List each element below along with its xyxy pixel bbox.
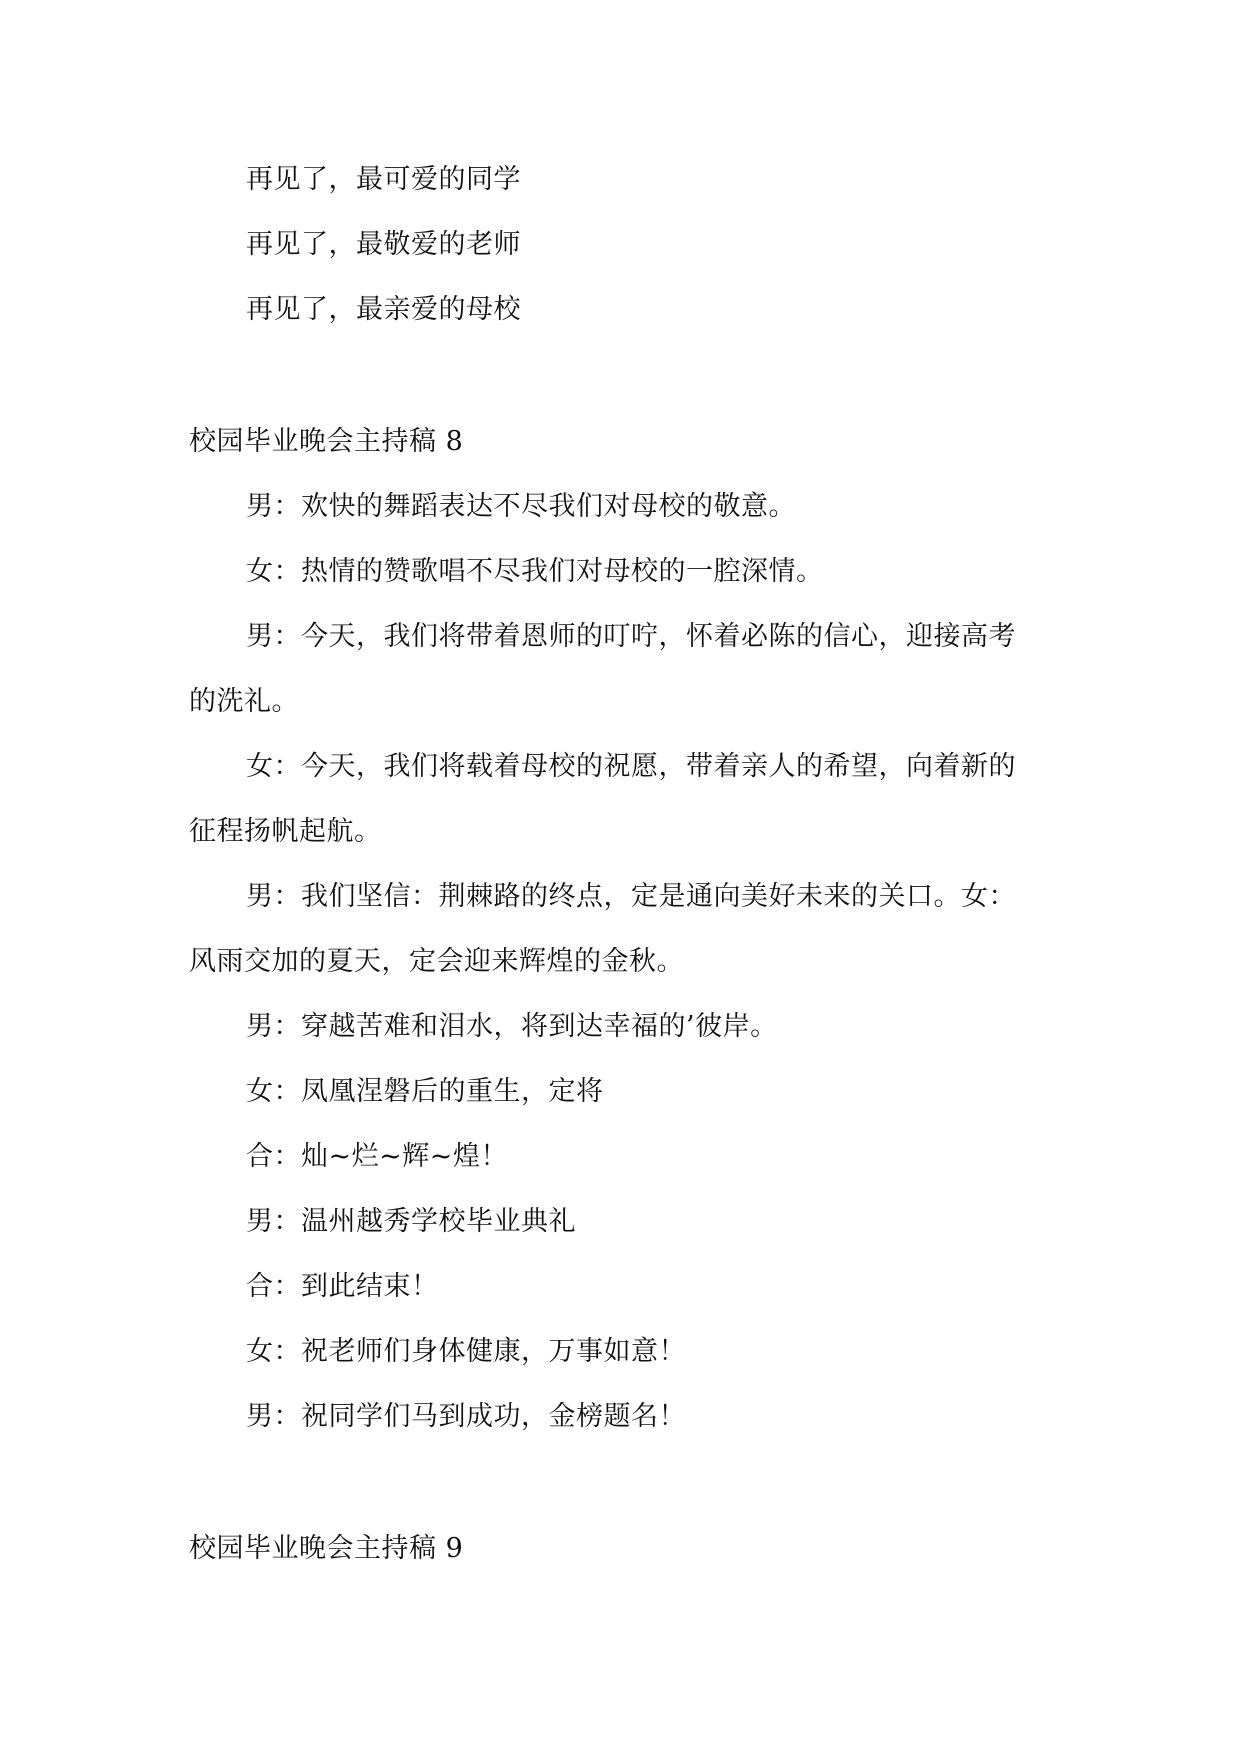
paragraph-line: 男：我们坚信：荆棘路的终点，定是通向美好未来的关口。女： — [246, 881, 1016, 912]
paragraph-line: 女：凤凰涅磐后的重生，定将 — [246, 1076, 604, 1107]
paragraph-line: 征程扬帆起航。 — [189, 816, 382, 847]
section-heading-8: 校园毕业晚会主持稿 8 — [189, 426, 464, 457]
paragraph-line: 合：到此结束！ — [246, 1271, 439, 1302]
poem-line-3: 再见了，最亲爱的母校 — [246, 294, 521, 325]
paragraph-line: 的洗礼。 — [189, 686, 299, 717]
paragraph-line: 女：祝老师们身体健康，万事如意！ — [246, 1336, 686, 1367]
paragraph-line: 男：温州越秀学校毕业典礼 — [246, 1206, 576, 1237]
paragraph-line: 女：热情的赞歌唱不尽我们对母校的一腔深情。 — [246, 556, 824, 587]
paragraph-line: 合：灿~烂~辉~煌！ — [246, 1141, 508, 1172]
paragraph-line: 男：今天，我们将带着恩师的叮咛，怀着必陈的信心，迎接高考 — [246, 621, 1016, 652]
paragraph-line: 男：欢快的舞蹈表达不尽我们对母校的敬意。 — [246, 491, 796, 522]
paragraph-line: 男：祝同学们马到成功，金榜题名！ — [246, 1401, 686, 1432]
paragraph-line: 风雨交加的夏天，定会迎来辉煌的金秋。 — [189, 946, 684, 977]
poem-line-1: 再见了，最可爱的同学 — [246, 164, 521, 195]
section-heading-9: 校园毕业晚会主持稿 9 — [189, 1533, 464, 1564]
paragraph-line: 男：穿越苦难和泪水，将到达幸福的’彼岸。 — [246, 1011, 778, 1042]
poem-line-2: 再见了，最敬爱的老师 — [246, 229, 521, 260]
paragraph-line: 女：今天，我们将载着母校的祝愿，带着亲人的希望，向着新的 — [246, 751, 1016, 782]
